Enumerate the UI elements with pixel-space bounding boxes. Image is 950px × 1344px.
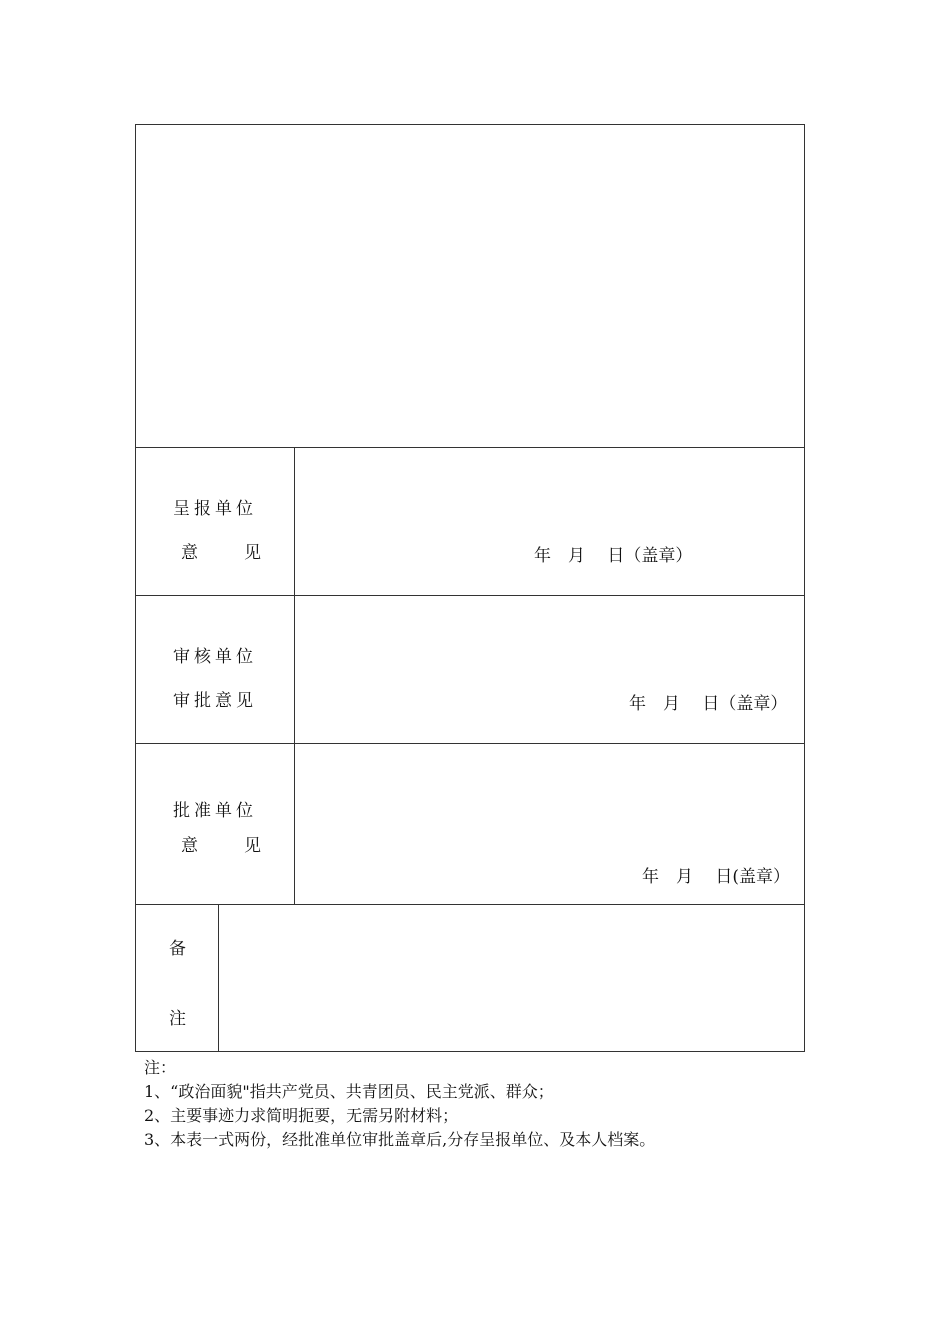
note-item: 2、主要事迹力求简明扼要，无需另附材料； [144,1106,459,1125]
reviewing-unit-opinion-field[interactable] [296,596,804,742]
deeds-content-area[interactable] [136,125,804,446]
submitting-unit-date-stamp: 年 月 日（盖章） [534,546,693,566]
submitting-unit-label: 呈报单位 [173,499,257,519]
note-item: 3、本表一式两份，经批准单位审批盖章后,分存呈报单位、及本人档案。 [144,1130,656,1149]
column-divider [294,447,295,904]
reviewing-unit-label: 审核单位 [173,647,257,667]
remarks-label-char2: 注 [169,1009,186,1029]
reviewing-unit-date-stamp: 年 月 日（盖章） [629,694,788,714]
remarks-field[interactable] [220,905,804,1051]
column-divider [218,904,219,1051]
notes-heading: 注： [144,1058,177,1077]
notes-section [144,1056,655,1152]
remarks-label-char1: 备 [169,939,186,959]
note-item: 1、“政治面貌"指共产党员、共青团员、民主党派、群众； [144,1082,554,1101]
submitting-unit-label-line2: 意 见 [181,543,265,563]
approving-unit-date-stamp: 年 月 日(盖章） [642,867,791,887]
approving-unit-label: 批准单位 [173,801,257,821]
reviewing-unit-label-line2: 审批意见 [173,691,257,711]
approving-unit-label-line2: 意 见 [181,836,265,856]
submitting-unit-opinion-field[interactable] [296,448,804,594]
form-table [135,124,805,1052]
